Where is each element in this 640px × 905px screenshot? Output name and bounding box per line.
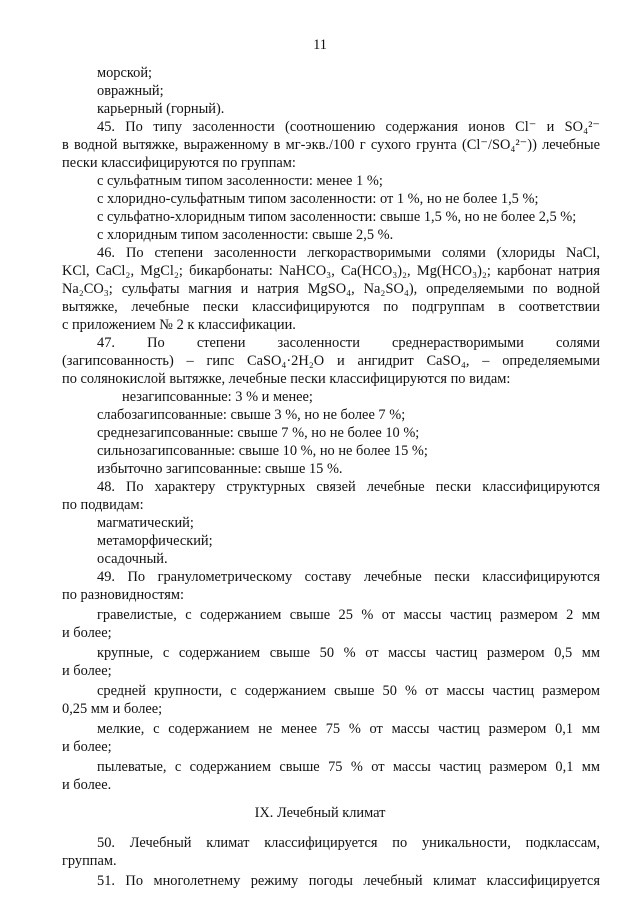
list-item: 0,25 мм и более;	[62, 701, 163, 717]
section-heading: IX. Лечебный климат	[254, 805, 386, 821]
list-item: и более;	[62, 739, 112, 755]
list-item: гравелистые, с содержанием свыше 25 % от массы частиц размером 2 мм	[97, 607, 600, 623]
paragraph-46-line: вытяжке, лечебные пески классифицируются по подгруппам в соответствии	[62, 299, 600, 315]
paragraph-50-line: группам.	[62, 853, 117, 869]
list-item: мелкие, с содержанием не менее 75 % от массы частиц размером 0,1 мм	[97, 721, 600, 737]
paragraph-48-line: 48. По характеру структурных связей лечебные пески классифицируются	[97, 479, 600, 495]
list-item: метаморфический;	[97, 533, 213, 549]
paragraph-49-line: по разновидностям:	[62, 587, 184, 603]
list-item: слабозагипсованные: свыше 3 %, но не более 7 %;	[97, 407, 406, 423]
paragraph-45-line: пески классифицируются по группам:	[62, 155, 296, 171]
list-item: средней крупности, с содержанием свыше 50 % от массы частиц размером	[97, 683, 600, 699]
list-item: и более;	[62, 625, 112, 641]
list-item: сильнозагипсованные: свыше 10 %, но не более 15 %;	[97, 443, 428, 459]
paragraph-47-line: 47. По степени засоленности среднерастворимыми солями	[97, 335, 600, 351]
text-line: овражный;	[97, 83, 164, 99]
page-number: 11	[313, 37, 327, 53]
paragraph-47-line: по солянокислой вытяжке, лечебные пески классифицируются по видам:	[62, 371, 511, 387]
list-item: осадочный.	[97, 551, 168, 567]
list-item: крупные, с содержанием свыше 50 % от массы частиц размером 0,5 мм	[97, 645, 600, 661]
paragraph-47-line: (загипсованность) – гипс CaSO₄·2H₂O и ангидрит CaSO₄, – определяемыми	[62, 353, 600, 369]
paragraph-46-line: с приложением № 2 к классификации.	[62, 317, 296, 333]
list-item: незагипсованные: 3 % и менее;	[122, 389, 313, 405]
paragraph-46-line: KCl, CaCl₂, MgCl₂; бикарбонаты: NaHCO₃, Ca(HCO₃)₂, Mg(HCO₃)₂; карбонат натрия	[62, 263, 600, 279]
paragraph-48-line: по подвидам:	[62, 497, 144, 513]
paragraph-51-line: 51. По многолетнему режиму погоды лечебный климат классифицируется	[97, 873, 600, 889]
list-item: и более.	[62, 777, 112, 793]
paragraph-49-line: 49. По гранулометрическому составу лечебные пески классифицируются	[97, 569, 600, 585]
paragraph-50-line: 50. Лечебный климат классифицируется по уникальности, подклассам,	[97, 835, 600, 851]
list-item: пылеватые, с содержанием свыше 75 % от массы частиц размером 0,1 мм	[97, 759, 600, 775]
paragraph-45-line: 45. По типу засоленности (соотношению содержания ионов Cl⁻ и SO₄²⁻	[97, 119, 600, 135]
text-line: карьерный (горный).	[97, 101, 225, 117]
paragraph-46-line: Na₂CO₃; сульфаты магния и натрия MgSO₄, Na₂SO₄), определяемыми по водной	[62, 281, 600, 297]
list-item: магматический;	[97, 515, 194, 531]
list-item: с хлоридно-сульфатным типом засоленности: от 1 %, но не более 1,5 %;	[97, 191, 539, 207]
list-item: среднезагипсованные: свыше 7 %, но не более 10 %;	[97, 425, 420, 441]
paragraph-45-line: в водной вытяжке, выраженному в мг-экв./100 г сухого грунта (Cl⁻/SO₄²⁻)) лечебные	[62, 137, 600, 153]
list-item: с сульфатно-хлоридным типом засоленности: свыше 1,5 %, но не более 2,5 %;	[97, 209, 577, 225]
text-line: морской;	[97, 65, 153, 81]
list-item: избыточно загипсованные: свыше 15 %.	[97, 461, 343, 477]
list-item: с хлоридным типом засоленности: свыше 2,5 %.	[97, 227, 394, 243]
paragraph-46-line: 46. По степени засоленности легкорастворимыми солями (хлориды NaCl,	[97, 245, 600, 261]
list-item: с сульфатным типом засоленности: менее 1 %;	[97, 173, 383, 189]
list-item: и более;	[62, 663, 112, 679]
